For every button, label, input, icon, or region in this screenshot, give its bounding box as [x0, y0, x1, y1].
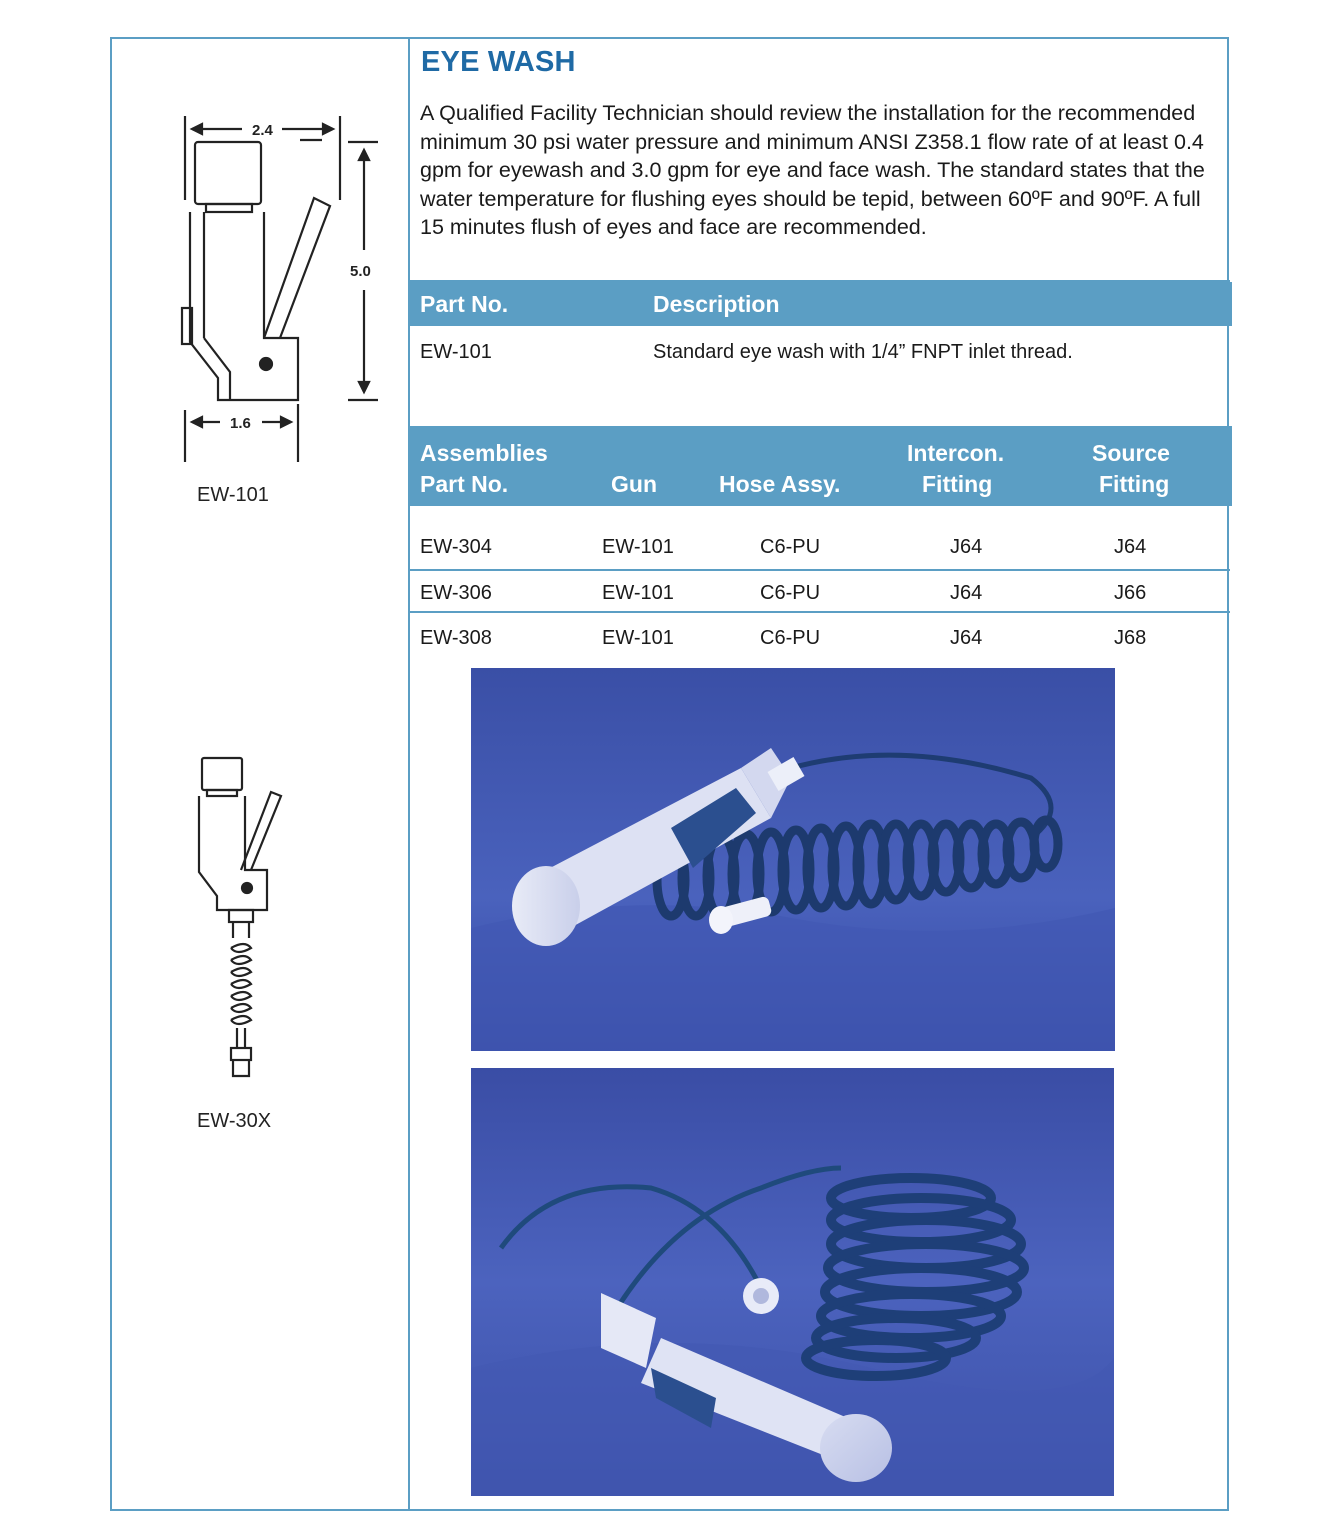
dim-height-label: 5.0 [350, 263, 371, 280]
header-gun: Gun [611, 471, 657, 497]
assembly-row-divider [410, 569, 1230, 571]
header-source-line1: Source [1092, 440, 1170, 466]
assembly-row-1-hose: C6-PU [760, 536, 821, 558]
intro-paragraph: A Qualified Facility Technician should review the installation for the recommended minimum 30 psi water pressure and minimum ANSI Z358.1 flow rate of at least 0.4 gpm for eyewash and 3.0 gpm for eye and face wash. The standard states that the water temperature for flushing eyes should be tepid, between 60ºF and 90ºF. A full 15 minutes flush of eyes and face are recommended. [420, 101, 1205, 239]
product-photo-1 [471, 668, 1115, 1051]
assembly-row-2-hose: C6-PU [760, 582, 821, 604]
assembly-row-divider [410, 611, 1230, 613]
dim-width-label: 2.4 [252, 122, 273, 139]
assembly-row-3-gun: EW-101 [602, 627, 674, 649]
header-description: Description [653, 291, 780, 317]
assembly-row-2-part-no: EW-306 [420, 582, 492, 604]
assembly-row-1-part-no: EW-304 [420, 536, 492, 558]
page-title: EYE WASH [421, 46, 576, 78]
assembly-row-1-gun: EW-101 [602, 536, 674, 558]
parts-row-part-no: EW-101 [420, 341, 492, 363]
column-divider [408, 37, 410, 1511]
ew-101-diagram [170, 110, 390, 470]
ew-30x-diagram [185, 752, 295, 1087]
assembly-row-3-part-no: EW-308 [420, 627, 492, 649]
parts-table-header [410, 282, 1232, 326]
diagram-label-ew-30x: EW-30X [197, 1110, 272, 1132]
assembly-row-3-hose: C6-PU [760, 627, 821, 649]
assembly-row-1-intercon: J64 [950, 536, 983, 558]
product-photo-2 [471, 1068, 1114, 1496]
header-assemblies-line1: Assemblies [420, 440, 548, 466]
assembly-row-2-source: J66 [1114, 582, 1147, 604]
header-hose-assy: Hose Assy. [719, 471, 841, 497]
assembly-row-2-intercon: J64 [950, 582, 983, 604]
diagram-label-ew-101: EW-101 [197, 484, 269, 506]
header-intercon-line1: Intercon. [907, 440, 1005, 466]
header-assemblies-line2: Part No. [420, 471, 509, 497]
parts-row-description: Standard eye wash with 1/4” FNPT inlet thread. [653, 341, 1073, 363]
assembly-row-1-source: J64 [1114, 536, 1147, 558]
header-source-line2: Fitting [1099, 471, 1170, 497]
dim-base-label: 1.6 [230, 415, 251, 432]
assembly-row-2-gun: EW-101 [602, 582, 674, 604]
assembly-row-3-intercon: J64 [950, 627, 983, 649]
assemblies-table-header [410, 426, 1232, 506]
header-intercon-line2: Fitting [922, 471, 993, 497]
header-part-no: Part No. [420, 291, 509, 317]
assembly-row-3-source: J68 [1114, 627, 1147, 649]
